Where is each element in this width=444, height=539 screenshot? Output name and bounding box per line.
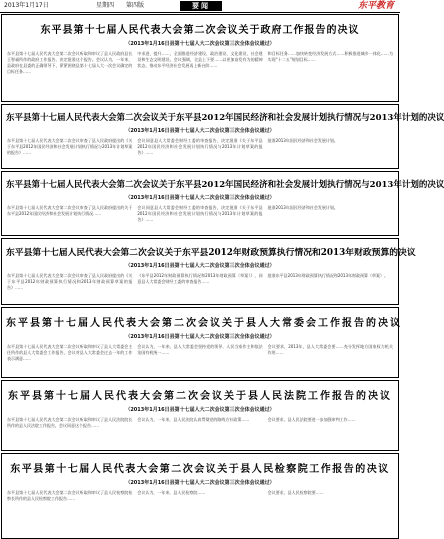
article-body	[2, 269, 398, 291]
article-column: 和目标任务……加快转变经济发展方式……积极推进城乡一体化……为实现“十二五”规划目标……	[267, 51, 393, 62]
article-title: 东平县第十七届人民代表大会第二次会议关于县人民法院工作报告的决议	[8, 391, 392, 402]
article-column: 东平县第十七届人民代表大会第二次会议审查了县人民政府提出的关于东平县2012年国民经济和社会发展计划执行情况……	[7, 205, 133, 216]
article-column: 批准2013年国民经济和社会发展计划。	[267, 138, 338, 143]
section-badge: 要闻	[180, 1, 222, 11]
article-subtitle: （2013年1月16日县第十七届人大二次会议第三次全体会议通过）	[125, 407, 275, 413]
article-subtitle: （2013年1月16日县第十七届人大二次会议第三次全体会议通过）	[125, 480, 275, 486]
page-number: 第四版	[126, 2, 145, 9]
newspaper-logo: 东平教育	[357, 1, 394, 11]
article-column: 会议要求，2013年，县人大常委会要……充分发挥地方国家权力机关作用……	[267, 344, 393, 355]
article-column: 东平县第十七届人民代表大会第二次会议听取和审议了县人大常委会主任所作的县人大常委会工作报告，会议对县人大常委会过去一年的工作表示满意……	[7, 344, 133, 361]
article-subtitle: （2013年1月16日县第十七届人大二次会议第三次全体会议通过）	[125, 263, 275, 269]
article-subtitle: （2013年1月16日县第十七届人大二次会议第三次全体会议通过）	[125, 195, 275, 201]
article-standing-committee	[1, 307, 402, 378]
article-column: 会议要求，县人民法院要进一步加强审判工作……	[267, 417, 356, 422]
article-column: 会议同意县人大常委会财经工委的审查报告，决定批准《关于东平县2012年国民经济和社会发展计划执行情况与2013年计划草案的报告》……	[137, 205, 263, 222]
article-body	[2, 47, 398, 75]
article-column: 东平县第十七届人民代表大会第二次会议听取和审议了县人民政府县长王智福所作的政府工作报告，决定批准这个报告。会议认为，一年来，县政府在县委的正确领导下，紧紧围绕县第十七届人大一次会议确定的目标任务……	[7, 51, 133, 74]
article-column: 《东平县2012年财政预算执行情况和2013年财政预算（草案）》，同意县人大常委会财经工委的审查报告……	[137, 273, 263, 284]
issue-date: 2013年1月17日	[4, 2, 49, 9]
article-budget	[1, 238, 416, 305]
article-title: 东平县第十七届人民代表大会第二次会议关于政府工作报告的决议	[40, 25, 360, 36]
article-column: 批准东平县2013年财政预算执行情况和2013年财政预算（草案）。	[267, 273, 389, 278]
article-title: 东平县第十七届人民代表大会第二次会议关于县人民检察院工作报告的决议	[10, 464, 390, 475]
article-body	[2, 340, 398, 362]
masthead	[0, 0, 400, 13]
article-body	[2, 201, 398, 223]
article-government-report	[1, 14, 399, 102]
article-subtitle: （2013年1月16日县第十七届人大二次会议第三次全体会议通过）	[125, 334, 275, 340]
article-column: 会议认为，一年来，县人大常委会坚持党的领导、人民当家作主和依法治国有机统一……	[137, 344, 263, 355]
article-court-report	[1, 380, 399, 451]
article-subtitle: （2013年1月16日县第十七届人大二次会议第三次全体会议通过）	[125, 128, 275, 134]
article-economic-plan-duplicate	[1, 171, 444, 236]
article-column: 会议认为，一年来，县人民检察院……	[137, 490, 206, 495]
article-column: 批准2013年国民经济和社会发展计划。	[267, 205, 338, 210]
article-column: 中求进，提升……，全面推进经济建设、政治建设、文化建设、社会建设和生态文明建设。会议强调，全县上下要……以更加奋发有为的精神状态，推动东平经济社会发展再上新台阶……	[137, 51, 263, 68]
article-column: 会议要求，县人民检察院要……	[267, 490, 324, 495]
article-body	[2, 134, 398, 156]
article-column: 东平县第十七届人民代表大会第二次会议审查了县人民政府提出的《关于东平县2012年国民经济和社会发展计划执行情况与2013年计划草案的报告》……	[7, 138, 133, 155]
article-column: 东平县第十七届人民代表大会第二次会议听取和审议了县人民法院院长所作的县人民法院工作报告，会议同意这个报告……	[7, 417, 133, 428]
article-title: 东平县第十七届人民代表大会第二次会议关于县人大常委会工作报告的决议	[6, 318, 402, 329]
article-economic-plan	[1, 104, 444, 169]
article-column: 会议认为，一年来，县人民法院认真贯彻党的路线方针政策……	[137, 417, 250, 422]
article-column: 会议同意县人大常委会财经工委的审查报告，决定批准《关于东平县2012年国民经济和社会发展计划执行情况与2013年计划草案的报告》……	[137, 138, 263, 155]
article-column: 东平县第十七届人民代表大会第二次会议审查了县人民政府提出的《关于东平县2012年财政预算执行情况和2013年财政预算草案的报告》……	[7, 273, 133, 290]
article-subtitle: （2013年1月16日县第十七届人大二次会议第三次全体会议通过）	[125, 41, 275, 47]
weekday: 星期四	[96, 2, 115, 9]
article-title: 东平县第十七届人民代表大会第二次会议关于东平县2012年财政预算执行情况和2013年财政预算的决议	[6, 248, 416, 258]
article-column: 东平县第十七届人民代表大会第二次会议听取和审议了县人民检察院检察长所作的县人民检察院工作报告……	[7, 490, 133, 501]
article-title: 东平县第十七届人民代表大会第二次会议关于东平县2012年国民经济和社会发展计划执行情况与2013年计划的决议	[6, 180, 444, 190]
article-body	[2, 413, 398, 429]
article-procuratorate-report	[1, 453, 399, 539]
article-title: 东平县第十七届人民代表大会第二次会议关于东平县2012年国民经济和社会发展计划执行情况与2013年计划的决议	[6, 113, 444, 123]
article-body	[2, 486, 398, 502]
